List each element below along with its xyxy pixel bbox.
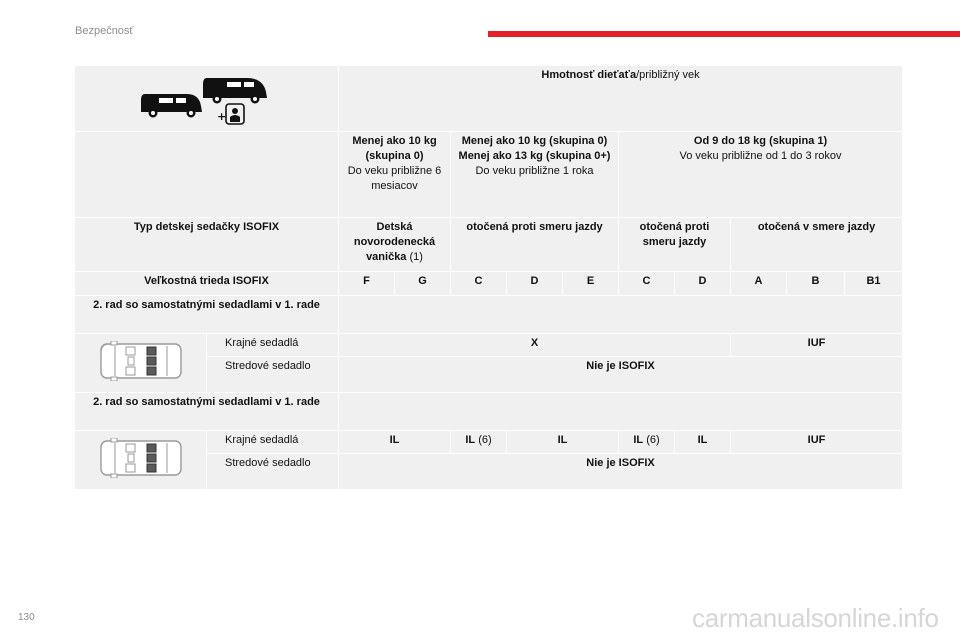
size-class-a: A: [731, 272, 787, 296]
size-class-f: F: [339, 272, 395, 296]
group-1-bold2: Menej ako 13 kg (skupina 0+): [458, 150, 611, 162]
group-0-bold: Menej ako 10 kg (skupina 0): [352, 135, 437, 162]
empty-cell: [339, 296, 903, 334]
outer-value-bold: IL: [465, 434, 476, 446]
group-2-bold: Od 9 do 18 kg (skupina 1): [693, 135, 828, 147]
weight-header-bold: Hmotnosť dieťaťa: [541, 69, 637, 81]
seat-diagram-cell: [75, 334, 207, 393]
outer-seats-row: [75, 334, 903, 357]
section-title-cell: 2. rad so samostatnými sedadlami v 1. rade: [75, 393, 339, 431]
size-class-e: E: [563, 272, 619, 296]
header-row-weight: [75, 66, 903, 132]
outer-value-bold: IL: [557, 434, 568, 446]
section-title-cell: 2. rad so samostatnými sedadlami v 1. rade: [75, 296, 339, 334]
van-pair-child-seat-icon: [137, 72, 277, 126]
vehicle-icons-cell: [75, 66, 339, 132]
van-topview-seat-icon: [99, 438, 183, 478]
outer-value-bold: IL: [633, 434, 644, 446]
outer-seats-iuf: IUF: [731, 334, 903, 357]
header-row-groups: [75, 132, 903, 218]
svg-text:+: +: [216, 109, 226, 123]
watermark: carmanualsonline.info: [692, 603, 939, 633]
header-row-types: [75, 218, 903, 272]
middle-seat-label: Stredové sedadlo: [207, 454, 339, 490]
outer-value-bold: IL: [697, 434, 708, 446]
weight-header-cell: [339, 66, 903, 132]
section-title-row: [75, 393, 903, 431]
size-class-d2: D: [675, 272, 731, 296]
middle-seat-value: Nie je ISOFIX: [339, 357, 903, 393]
section-title: Bezpečnosť: [75, 25, 134, 37]
outer-seats-x: X: [339, 334, 731, 357]
type-3-cell: otočená v smere jazdy: [731, 218, 903, 272]
outer-value-cell: [507, 431, 619, 454]
size-class-c: C: [451, 272, 507, 296]
outer-value-cell: [619, 431, 675, 454]
empty-cell: [75, 132, 339, 218]
size-class-d: D: [507, 272, 563, 296]
outer-value-rest: (6): [643, 434, 660, 446]
middle-seat-value: Nie je ISOFIX: [339, 454, 903, 490]
group-1-rest: Do veku približne 1 roka: [475, 165, 594, 177]
header-row-sizes: [75, 272, 903, 296]
outer-value-bold: IL: [389, 434, 400, 446]
outer-seats-label: Krajné sedadlá: [207, 334, 339, 357]
page-number: 130: [18, 612, 35, 623]
outer-value-cell: [339, 431, 451, 454]
group-2-rest: Vo veku približne od 1 do 3 rokov: [679, 150, 842, 162]
van-topview-seat-icon: [99, 341, 183, 381]
outer-seats-iuf: IUF: [731, 431, 903, 454]
size-class-b: B: [787, 272, 845, 296]
section-title-row: [75, 296, 903, 334]
isofix-table: [74, 65, 903, 490]
group-0plus-cell: [451, 132, 619, 218]
outer-value-cell: [675, 431, 731, 454]
size-label: Veľkostná trieda ISOFIX: [75, 272, 339, 296]
type-0-rest: (1): [406, 251, 423, 263]
size-class-c2: C: [619, 272, 675, 296]
outer-value-rest: (6): [475, 434, 492, 446]
group-1-bold: Menej ako 10 kg (skupina 0): [461, 135, 608, 147]
group-0-cell: [339, 132, 451, 218]
type-label: Typ detskej sedačky ISOFIX: [75, 218, 339, 272]
middle-seat-label: Stredové sedadlo: [207, 357, 339, 393]
type-2-cell: otočená proti smeru jazdy: [619, 218, 731, 272]
type-1-cell: otočená proti smeru jazdy: [451, 218, 619, 272]
size-class-b1: B1: [845, 272, 903, 296]
empty-cell: [339, 393, 903, 431]
seat-diagram-cell: [75, 431, 207, 490]
type-0-bold: Detská novorodenecká vanička: [353, 221, 436, 263]
group-0-rest: Do veku približne 6 mesiacov: [347, 165, 442, 192]
outer-value-cell: [451, 431, 507, 454]
group-1-cell: [619, 132, 903, 218]
type-0-cell: [339, 218, 451, 272]
header-accent-bar: [488, 31, 960, 37]
size-class-g: G: [395, 272, 451, 296]
outer-seats-row: [75, 431, 903, 454]
outer-seats-label: Krajné sedadlá: [207, 431, 339, 454]
weight-header-rest: /približný vek: [636, 69, 700, 81]
